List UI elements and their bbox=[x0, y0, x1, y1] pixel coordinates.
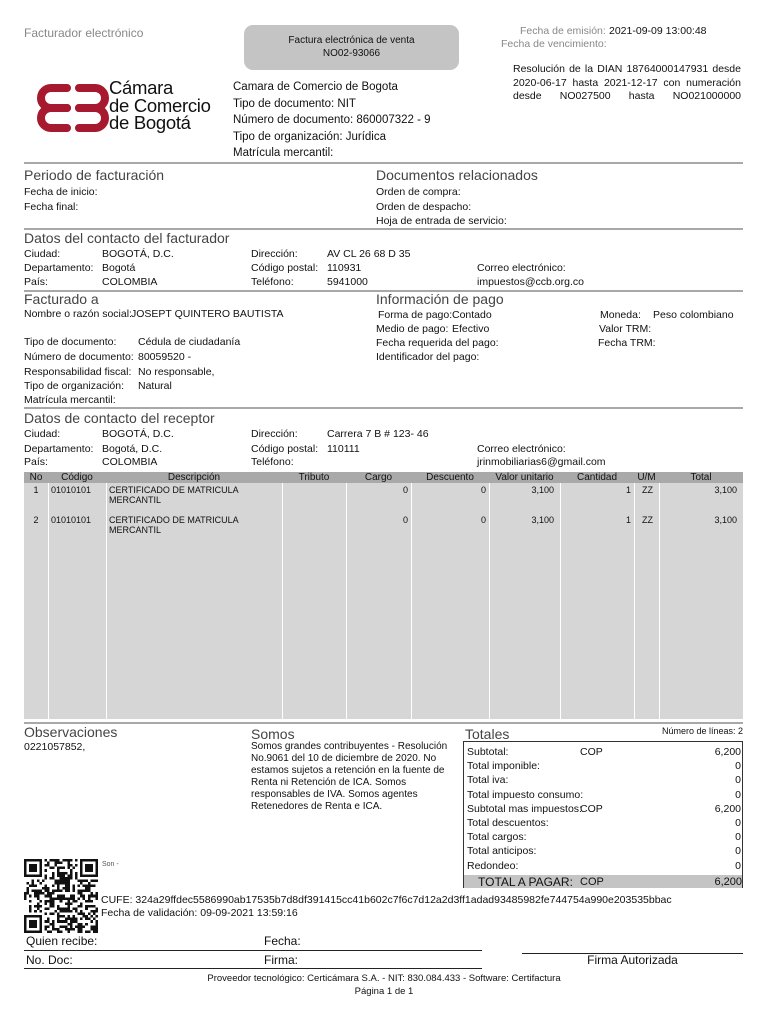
row-unit: ZZ bbox=[642, 515, 653, 525]
billing-period-title: Periodo de facturación bbox=[24, 167, 165, 183]
logo-text-line3: de Bogotá bbox=[109, 112, 191, 133]
chamber-logo bbox=[33, 79, 213, 137]
issuer-dept: Bogotá bbox=[102, 262, 136, 274]
chamber-logo-mark bbox=[33, 81, 113, 135]
items-table bbox=[24, 472, 743, 541]
row-discount: 0 bbox=[480, 515, 486, 525]
totals-row-value: 0 bbox=[735, 845, 741, 858]
logo-text-line2: de Comercio bbox=[109, 94, 211, 116]
city-label: Ciudad: bbox=[24, 248, 61, 260]
receiver-phone-label: Teléfono: bbox=[251, 456, 294, 468]
qr-code bbox=[24, 859, 98, 933]
issuer-doc-type: Tipo de documento: NIT bbox=[233, 97, 356, 110]
totals-row-value: 0 bbox=[735, 788, 741, 801]
billing-end: Fecha final: bbox=[24, 201, 79, 213]
totals-title: Totales bbox=[465, 726, 510, 742]
issuer-phone: 5941000 bbox=[327, 276, 368, 288]
totals-row-value: 0 bbox=[735, 817, 741, 829]
row-unit-price: 3,100 bbox=[531, 485, 554, 495]
totals-row-value: 6,200 bbox=[714, 802, 741, 815]
row-discount: 0 bbox=[480, 485, 486, 495]
totals-row-label: Redondeo: bbox=[467, 859, 519, 872]
issuer-org-type: Tipo de organización: Jurídica bbox=[233, 130, 386, 143]
billed-org-label: Tipo de organización: bbox=[24, 380, 125, 392]
cufe-code: CUFE: 324a29ffdec5586990ab17535b7d8df391415cc41b602c7f6c7d12a2d3ff1adad93485982fe744754a990e203535bbac bbox=[101, 894, 672, 906]
row-unit: ZZ bbox=[642, 485, 653, 495]
receiver-country: COLOMBIA bbox=[102, 456, 158, 468]
totals-row-currency: COP bbox=[580, 746, 603, 758]
email-label: Correo electrónico: bbox=[477, 262, 566, 274]
page-number: Página 1 de 1 bbox=[354, 986, 414, 997]
received-by-label: Quien recibe: bbox=[26, 934, 98, 948]
grand-total-currency: COP bbox=[580, 876, 604, 888]
billing-start: Fecha de inicio: bbox=[24, 186, 98, 198]
issuer-registry: Matrícula mercantil: bbox=[233, 147, 334, 159]
totals-row-label: Total imponible: bbox=[467, 760, 540, 773]
divider bbox=[24, 722, 743, 724]
col-header-charge: Cargo bbox=[346, 472, 411, 483]
issue-date-label: Fecha de emisión: bbox=[520, 25, 606, 37]
payment-info-title: Información de pago bbox=[376, 291, 504, 307]
issuer-address: AV CL 26 68 D 35 bbox=[327, 248, 411, 260]
receiver-zip-label: Código postal: bbox=[251, 443, 319, 455]
dept-label: Departamento: bbox=[24, 262, 94, 274]
totals-row-label: Total iva: bbox=[467, 774, 509, 787]
row-code: 01010101 bbox=[51, 515, 92, 525]
trm-date-label: Fecha TRM: bbox=[598, 337, 656, 349]
dispatch-order: Orden de despacho: bbox=[376, 201, 472, 213]
invoice-title-badge bbox=[244, 25, 459, 70]
row-no: 2 bbox=[33, 515, 39, 525]
totals-row-label: Total cargos: bbox=[467, 831, 527, 844]
billed-fiscal-label: Responsabilidad fiscal: bbox=[24, 366, 132, 378]
billed-name: JOSEPT QUINTERO BAUTISTA bbox=[131, 308, 284, 320]
receiver-city-label: Ciudad: bbox=[24, 428, 61, 440]
totals-row-currency: COP bbox=[580, 802, 603, 815]
service-sheet: Hoja de entrada de servicio: bbox=[376, 215, 507, 227]
row-tax bbox=[282, 513, 346, 541]
invoice-number: NO02-93066 bbox=[322, 47, 381, 59]
payment-form: Contado bbox=[452, 309, 492, 321]
due-date-label: Fecha de vencimiento: bbox=[501, 38, 607, 50]
row-charge: 0 bbox=[402, 485, 408, 495]
row-quantity: 1 bbox=[625, 515, 631, 525]
signature-label: Firma: bbox=[264, 953, 298, 967]
invoice-title: Factura electrónica de venta bbox=[288, 35, 415, 46]
amount-in-words: Son - bbox=[102, 861, 119, 868]
issuer-zip: 110931 bbox=[327, 262, 362, 274]
billed-doc-number: 80059520 - bbox=[138, 351, 192, 363]
receiver-dept-label: Departamento: bbox=[24, 443, 94, 455]
zip-label: Código postal: bbox=[251, 262, 319, 274]
signature-line bbox=[24, 950, 482, 951]
validation-date: Fecha de validación: 09-09-2021 13:59:16 bbox=[101, 907, 298, 919]
divider bbox=[24, 162, 743, 164]
receiver-city: BOGOTÁ, D.C. bbox=[102, 428, 174, 440]
observations-title: Observaciones bbox=[24, 724, 118, 740]
line-count: Número de líneas: 2 bbox=[662, 726, 744, 736]
billed-doc-number-label: Número de documento: bbox=[24, 351, 134, 363]
totals-row-label: Total impuesto consumo: bbox=[467, 788, 584, 801]
issuer-block bbox=[233, 79, 431, 162]
row-code: 01010101 bbox=[51, 485, 92, 495]
grand-total-value: 6,200 bbox=[714, 876, 742, 888]
col-header-unit-price: Valor unitario bbox=[489, 472, 560, 483]
col-header-quantity: Cantidad bbox=[560, 472, 634, 483]
billed-org: Natural bbox=[138, 380, 172, 392]
billed-registry-label: Matrícula mercantil: bbox=[24, 394, 116, 406]
somos-title: Somos bbox=[251, 726, 295, 742]
issue-date: 2021-09-09 13:00:48 bbox=[609, 25, 707, 37]
row-total: 3,100 bbox=[714, 515, 737, 525]
receiver-contact-title: Datos de contacto del receptor bbox=[24, 410, 215, 426]
observations-text: 0221057852, bbox=[24, 741, 86, 753]
issuer-contact-title: Datos del contacto del facturador bbox=[24, 230, 230, 246]
related-docs-title: Documentos relacionados bbox=[376, 167, 538, 183]
payment-id-label: Identificador del pago: bbox=[376, 351, 480, 363]
billed-doc-type-label: Tipo de documento: bbox=[24, 336, 117, 348]
totals-row-label: Total descuentos: bbox=[467, 817, 549, 829]
payment-due-label: Fecha requerida del pago: bbox=[376, 337, 499, 349]
row-description: CERTIFICADO DE MATRICULA MERCANTIL bbox=[109, 515, 239, 535]
issuer-country: COLOMBIA bbox=[102, 276, 158, 288]
payment-form-label: Forma de pago: bbox=[378, 309, 453, 321]
issuer-kind-label: Facturador electrónico bbox=[24, 26, 144, 40]
authorized-signature-label: Firma Autorizada bbox=[587, 953, 678, 967]
payment-method: Efectivo bbox=[452, 323, 490, 335]
totals-row-value: 0 bbox=[735, 774, 741, 787]
row-unit-price: 3,100 bbox=[531, 515, 554, 525]
phone-label: Teléfono: bbox=[251, 276, 294, 288]
row-description: CERTIFICADO DE MATRICULA MERCANTIL bbox=[109, 485, 239, 505]
receiver-zip: 110111 bbox=[327, 443, 360, 455]
receiver-email: jrinmobiliarias6@gmail.com bbox=[477, 456, 606, 468]
dian-resolution: Resolución de la DIAN 18764000147931 desde 2020-06-17 hasta 2021-12-17 con numeración desde NO027500 hasta NO021000000 bbox=[513, 63, 741, 102]
currency-label: Moneda: bbox=[600, 309, 641, 321]
receiver-dept: Bogotá, D.C. bbox=[102, 443, 163, 455]
receiver-country-label: País: bbox=[24, 456, 48, 468]
col-header-discount: Descuento bbox=[411, 472, 489, 483]
billed-name-label: Nombre o razón social: bbox=[24, 308, 132, 320]
col-header-unit: U/M bbox=[634, 472, 659, 483]
items-header-row bbox=[24, 472, 743, 483]
issuer-city: BOGOTÁ, D.C. bbox=[102, 248, 174, 260]
issuer-name: Camara de Comercio de Bogota bbox=[233, 81, 398, 93]
divider bbox=[24, 407, 743, 409]
date-label: Fecha: bbox=[264, 934, 301, 948]
col-header-no: No bbox=[24, 472, 48, 483]
totals-row-value: 6,200 bbox=[714, 746, 741, 758]
provider-info bbox=[0, 972, 768, 998]
issuer-email: impuestos@ccb.org.co bbox=[477, 276, 584, 288]
billed-doc-type: Cédula de ciudadanía bbox=[138, 336, 241, 348]
totals-row-value: 0 bbox=[735, 760, 741, 773]
row-tax bbox=[282, 483, 346, 513]
receiver-address-label: Dirección: bbox=[251, 428, 298, 440]
col-header-tax: Tributo bbox=[282, 472, 346, 483]
row-quantity: 1 bbox=[625, 485, 631, 495]
currency: Peso colombiano bbox=[653, 309, 734, 321]
row-total: 3,100 bbox=[714, 485, 737, 495]
grand-total-label: TOTAL A PAGAR: bbox=[478, 875, 573, 889]
doc-no-label: No. Doc: bbox=[26, 953, 73, 967]
totals-row-value: 0 bbox=[735, 831, 741, 844]
totals-row-value: 0 bbox=[735, 859, 741, 872]
totals-row-label: Subtotal mas impuestos: bbox=[467, 802, 582, 815]
signature-line bbox=[24, 968, 482, 969]
address-label: Dirección: bbox=[251, 248, 298, 260]
col-header-code: Código bbox=[48, 472, 106, 483]
row-no: 1 bbox=[33, 485, 39, 495]
col-header-total: Total bbox=[659, 472, 743, 483]
totals-row-label: Total anticipos: bbox=[467, 845, 537, 858]
payment-method-label: Medio de pago: bbox=[376, 323, 449, 335]
logo-text-line1: Cámara bbox=[109, 77, 173, 98]
billed-fiscal: No responsable, bbox=[138, 366, 215, 378]
country-label: País: bbox=[24, 276, 48, 288]
table-row bbox=[24, 483, 743, 513]
receiver-email-label: Correo electrónico: bbox=[477, 443, 566, 455]
row-charge: 0 bbox=[402, 515, 408, 525]
col-header-description: Descripción bbox=[106, 472, 282, 483]
table-row bbox=[24, 513, 743, 541]
issuer-doc-number: Número de documento: 860007322 - 9 bbox=[233, 114, 431, 126]
billed-to-title: Facturado a bbox=[24, 291, 99, 307]
purchase-order: Orden de compra: bbox=[376, 186, 461, 198]
receiver-address: Carrera 7 B # 123- 46 bbox=[327, 428, 429, 440]
provider-line: Proveedor tecnológico: Certicámara S.A. - NIT: 830.084.433 - Software: Certifactura bbox=[207, 973, 561, 984]
totals-row-label: Subtotal: bbox=[467, 746, 509, 758]
somos-text: Somos grandes contribuyentes - Resolución No.9061 del 10 de diciembre de 2020. No estamos sujetos a retención en la fuente de Renta ni Retención de ICA. Somos responsables de IVA. Somos agentes Retenedores de Renta e ICA. bbox=[251, 741, 448, 812]
trm-label: Valor TRM: bbox=[599, 323, 652, 335]
